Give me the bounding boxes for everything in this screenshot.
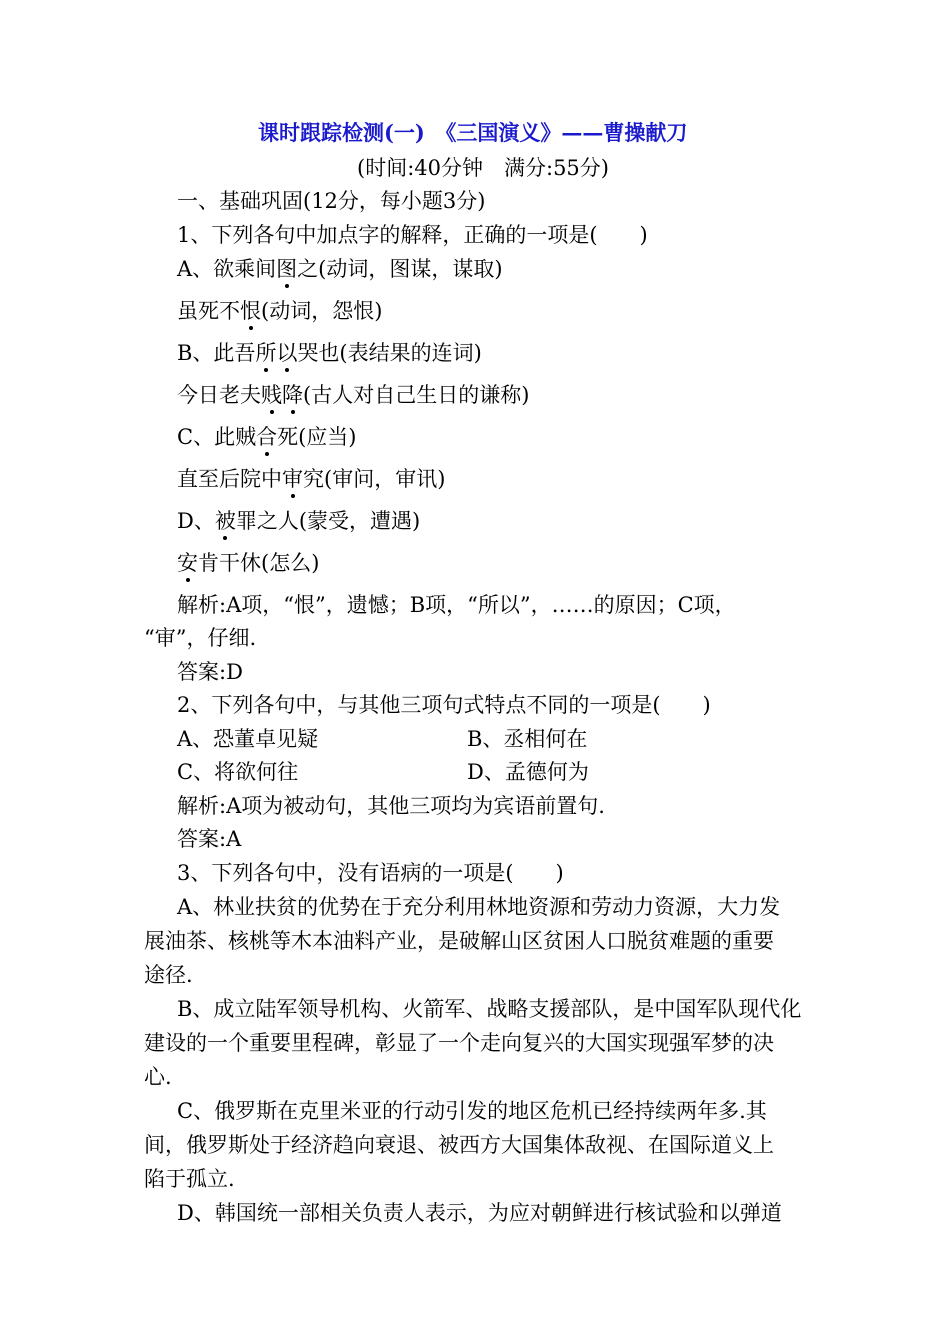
q3-stem: 3、下列各句中，没有语病的一项是( )	[177, 861, 564, 885]
page-subtitle: (时间:40分钟 满分:55分)	[357, 156, 609, 180]
q2-option-b: B、丞相何在	[467, 727, 588, 751]
q3-option-a-line2: 展油茶、核桃等木本油料产业，是破解山区贫困人口脱贫难题的重要	[144, 929, 774, 953]
text: 究(审问，审讯)	[303, 467, 446, 491]
text: 之(动词，图谋，谋取)	[297, 257, 503, 281]
q1-option-a-line2	[177, 296, 382, 326]
text: 死(应当)	[277, 425, 357, 449]
q3-option-c-line3: 陷于孤立.	[144, 1167, 235, 1191]
q3-option-a-line1: A、林业扶贫的优势在于充分利用林地资源和劳动力资源，大力发	[177, 895, 781, 919]
emphasis-char: 安	[177, 548, 198, 578]
q1-option-c-line2	[177, 464, 445, 494]
text: A、欲乘间	[177, 257, 277, 281]
q1-option-b-line1	[177, 338, 482, 368]
q1-option-b-line2	[177, 380, 529, 410]
text: (动词，怨恨)	[261, 299, 383, 323]
emphasis-char: 以	[276, 338, 297, 368]
text: 直至后院中	[177, 467, 282, 491]
q1-analysis-line2: “审”，仔细.	[144, 626, 257, 650]
q2-option-c: C、将欲何往	[177, 760, 299, 784]
q2-analysis: 解析:A项为被动句，其他三项均为宾语前置句.	[177, 794, 605, 818]
q3-option-d-line1: D、韩国统一部相关负责人表示，为应对朝鲜进行核试验和以弹道	[177, 1201, 782, 1225]
text: D、	[177, 509, 215, 533]
q3-option-b-line2: 建设的一个重要里程碑，彰显了一个走向复兴的大国实现强军梦的决	[144, 1031, 774, 1055]
q1-option-d-line1	[177, 506, 420, 536]
q3-option-c-line1: C、俄罗斯在克里米亚的行动引发的地区危机已经持续两年多.其	[177, 1099, 767, 1123]
q1-analysis-line1: 解析:A项，“恨”，遗憾；B项，“所以”，……的原因；C项，	[177, 593, 736, 617]
text: 虽死不	[177, 299, 240, 323]
q2-option-d: D、孟德何为	[467, 760, 589, 784]
emphasis-char: 所	[255, 338, 276, 368]
text: (古人对自己生日的谦称)	[303, 383, 530, 407]
text: C、此贼	[177, 425, 257, 449]
q2-stem: 2、下列各句中，与其他三项句式特点不同的一项是( )	[177, 693, 711, 717]
emphasis-char: 图	[276, 254, 297, 284]
q3-option-a-line3: 途径.	[144, 963, 193, 987]
q1-option-d-line2	[177, 548, 319, 578]
q1-option-a-line1	[177, 254, 503, 284]
emphasis-char: 贱	[261, 380, 282, 410]
emphasis-char: 合	[256, 422, 277, 452]
text: 哭也(表结果的连词)	[297, 341, 482, 365]
q3-option-c-line2: 间，俄罗斯处于经济趋向衰退、被西方大国集体敌视、在国际道义上	[144, 1133, 774, 1157]
q2-answer: 答案:A	[177, 827, 242, 851]
text: 肯干休(怎么)	[198, 551, 320, 575]
q1-stem: 1、下列各句中加点字的解释，正确的一项是( )	[177, 223, 648, 247]
q3-option-b-line3: 心.	[144, 1065, 172, 1089]
emphasis-char: 被	[215, 506, 236, 536]
q3-option-b-line1: B、成立陆军领导机构、火箭军、战略支援部队，是中国军队现代化	[177, 997, 802, 1021]
page-title: 课时跟踪检测(一) 《三国演义》——曹操献刀	[258, 120, 688, 145]
q1-option-c-line1	[177, 422, 356, 452]
section-heading: 一、基础巩固(12分，每小题3分)	[177, 189, 486, 213]
text: 罪之人(蒙受，遭遇)	[235, 509, 421, 533]
emphasis-char: 恨	[240, 296, 261, 326]
q2-option-a: A、恐董卓见疑	[177, 727, 319, 751]
text: 今日老夫	[177, 383, 261, 407]
text: B、此吾	[177, 341, 256, 365]
q1-answer: 答案:D	[177, 660, 243, 684]
emphasis-char: 审	[282, 464, 303, 494]
emphasis-char: 降	[282, 380, 303, 410]
